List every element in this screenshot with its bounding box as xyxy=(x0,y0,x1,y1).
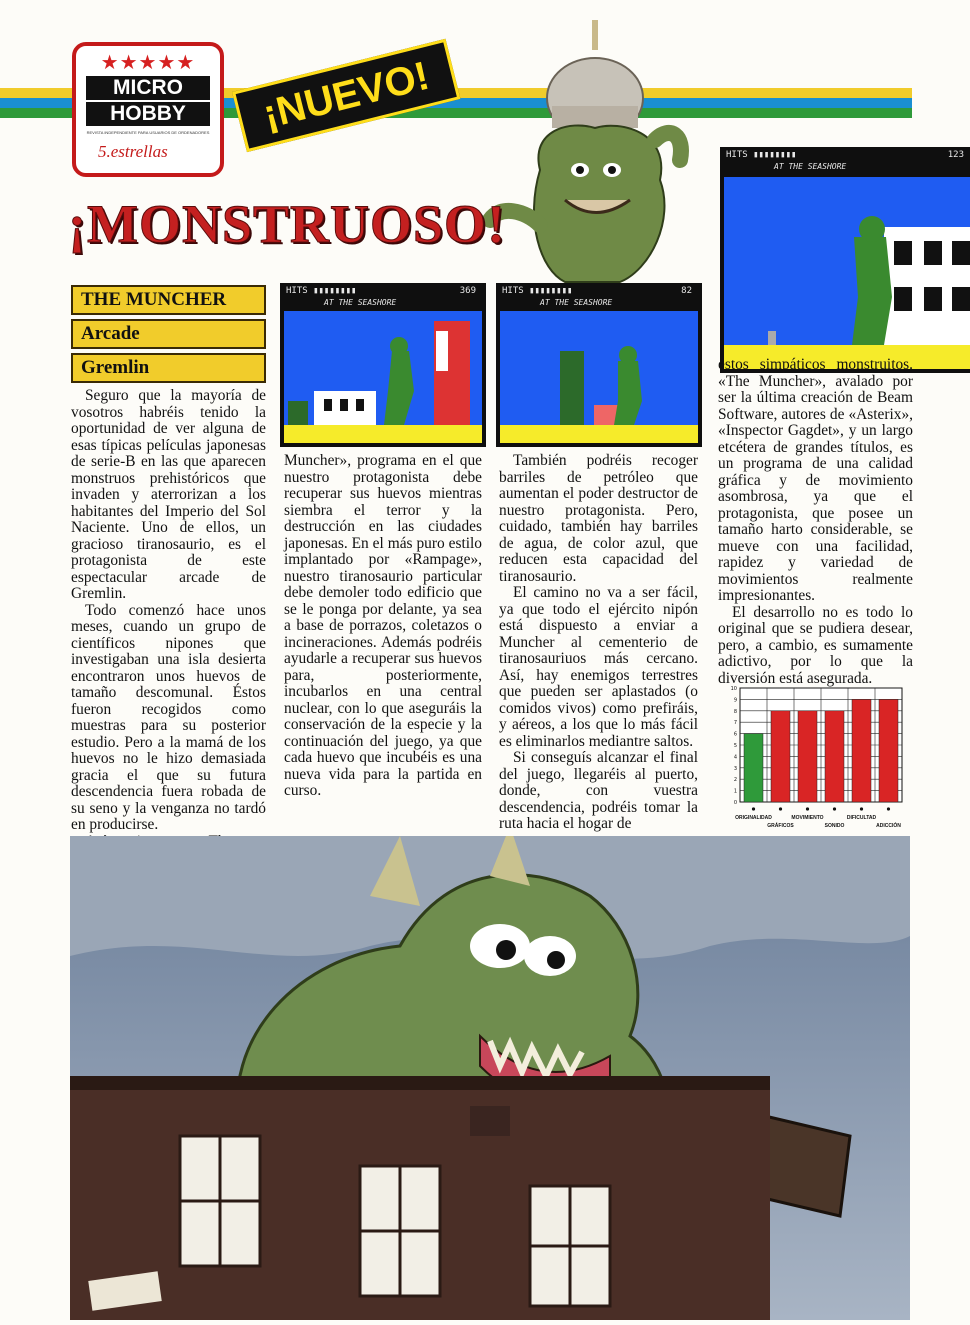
hits-label: HITS ▮▮▮▮▮▮▮▮ xyxy=(726,150,797,160)
chart-tick-label: 1 xyxy=(733,788,737,795)
article-paragraph: Si conseguís alcanzar el final del juego, llegaréis al puerto, donde, con vuestra descendencia, podréis tomar la ruta hacia el hogar de xyxy=(499,749,698,832)
chart-tick-dot xyxy=(860,807,863,810)
article-paragraph: Muncher», programa en el que nuestro protagonista debe recuperar sus huevos mientras siembra el terror y la destrucción en las ciudades japonesas. En el más puro estilo implantado por «Rampage», nuestro tiranosaurio particular debe demoler todo edificio que se le ponga por delante, ya sea a base de porrazos, coletazos o incineraciones. Además podréis ayudarle a recuperar sus huevos para, posteriormente, incubarlos en una central nuclear, con lo que aseguráis la conservación de la especie y la continuación del juego, ya que cada huevo que incubéis es una nueva vida para la partida en curso. xyxy=(284,452,482,799)
article-paragraph: estos simpáticos monstruitos. «The Muncher», avalado por ser la última creación de Beam Software, autores de «Asterix», «Inspector Gagdet», y un largo etcétera de grandes títulos, es un programa de una calidad gráfica y de movimiento asombrosa, ya que el protagonista, que posee un tamaño harto considerable, se mueve con una facilidad, rapidez y variedad de movimientos realmente impresionantes. xyxy=(718,356,913,604)
chart-tick-dot xyxy=(752,807,755,810)
article-paragraph: Todo comenzó hace unos meses, cuando un grupo de científicos nipones que investigaban una isla desierta encontraron unos huevos de tamaño descomunal. Éstos fueron recogidos como muestras para su posterior estudio. Pero a la mamá de los huevos no le hizo demasiada gracia el que su futura descendencia fuera robada de su seno y la venganza no tardó en producirse. xyxy=(71,601,266,833)
game-screenshot-3 xyxy=(720,147,970,373)
game-publisher-box: Gremlin xyxy=(71,353,266,383)
chart-category-label: ORIGINALIDAD xyxy=(735,815,772,821)
chart-tick-label: 6 xyxy=(733,731,737,738)
monster-dome-illustration xyxy=(470,20,730,290)
chart-tick-label: 9 xyxy=(733,697,737,704)
level-caption: AT THE SEASHORE xyxy=(324,298,397,307)
chart-bar xyxy=(825,711,844,802)
game-title-box: THE MUNCHER xyxy=(71,285,266,315)
chart-tick-dot xyxy=(833,807,836,810)
chart-tick-label: 10 xyxy=(730,686,737,692)
article-paragraph: El camino no va a ser fácil, ya que todo el ejército nipón está dispuesto a enviar a Muncher al cementerio de tiranosauriuos más cercano. Así, hay enemigos terrestres que pueden ser aplastados (o comidos vivos) como prefiráis, y aéreos, a los que lo más fácil es eliminarlos mediantre saltos. xyxy=(499,584,698,750)
logo-line-micro: MICRO xyxy=(86,76,210,100)
chart-tick-label: 2 xyxy=(733,777,737,784)
game-genre-box: Arcade xyxy=(71,319,266,349)
article-column-4 xyxy=(718,357,913,687)
chart-tick-label: 7 xyxy=(733,720,737,727)
chart-tick-dot xyxy=(779,807,782,810)
chart-tick-dot xyxy=(887,807,890,810)
logo-line-hobby: HOBBY xyxy=(86,102,210,126)
microhobby-logo xyxy=(72,42,224,177)
chart-tick-label: 5 xyxy=(733,743,737,749)
level-caption: AT THE SEASHORE xyxy=(774,162,847,171)
score-value: 369 xyxy=(459,286,476,296)
chart-bar xyxy=(798,711,817,802)
game-screenshot-1 xyxy=(280,283,486,447)
hits-label: HITS ▮▮▮▮▮▮▮▮ xyxy=(286,286,357,296)
chart-tick-label: 0 xyxy=(733,800,737,806)
rating-bar-chart xyxy=(730,684,910,834)
article-paragraph: El desarrollo no es todo lo original que se pudiera desear, pero, a cambio, es sumamente adictivo, por lo que la diversión está asegurada. xyxy=(718,603,913,687)
article-paragraph: También podréis recoger barriles de petróleo que aumentan el poder destructor de nuestro protagonista. Pero, cuidado, también hay barriles de agua, de color azul, que reducen esta capacidad del tiranosaurio. xyxy=(499,452,698,585)
score-value: 82 xyxy=(681,286,692,296)
chart-bar xyxy=(744,734,763,802)
monster-photo xyxy=(70,836,910,1320)
hits-label: HITS ▮▮▮▮▮▮▮▮ xyxy=(502,286,573,296)
logo-tagline: REVISTA INDEPENDIENTE PARA USUARIOS DE ORDENADORES xyxy=(86,130,210,135)
game-screenshot-2 xyxy=(496,283,702,447)
chart-tick-label: 4 xyxy=(733,754,737,761)
chart-bar xyxy=(771,711,790,802)
chart-category-label: ADICCIÓN xyxy=(876,823,901,829)
chart-category-label: GRÁFICOS xyxy=(767,823,794,829)
chart-tick-dot xyxy=(806,807,809,810)
level-caption: AT THE SEASHORE xyxy=(540,298,613,307)
chart-category-label: DIFICULTAD xyxy=(846,815,877,821)
logo-subtitle: 5.estrellas xyxy=(98,142,168,161)
article-column-1 xyxy=(71,388,266,850)
chart-category-label: MOVIMIENTO xyxy=(791,815,824,821)
score-value: 123 xyxy=(947,150,964,160)
nuevo-banner: ¡NUEVO! xyxy=(232,39,460,152)
chart-category-label: SONIDO xyxy=(824,823,845,829)
chart-tick-label: 3 xyxy=(733,765,737,772)
chart-bar xyxy=(879,699,898,802)
page-headline: ¡MONSTRUOSO! xyxy=(68,194,507,254)
article-column-3 xyxy=(499,453,698,833)
chart-tick-label: 8 xyxy=(733,708,737,715)
chart-bar xyxy=(852,699,871,802)
article-paragraph: Seguro que la mayoría de vosotros habréis tenido la oportunidad de ver alguna de esas típicas películas japonesas de serie-B en las que aparecen monstruos prehistóricos que invaden y aterrorizan a los habitantes del Imperio del Sol Naciente. Uno de ellos, un gracioso tiranosaurio, es el protagonista de este espectacular arcade de Gremlin. xyxy=(71,387,266,602)
article-column-2 xyxy=(284,453,482,800)
rating-stars: ★★★★★ xyxy=(100,50,196,74)
